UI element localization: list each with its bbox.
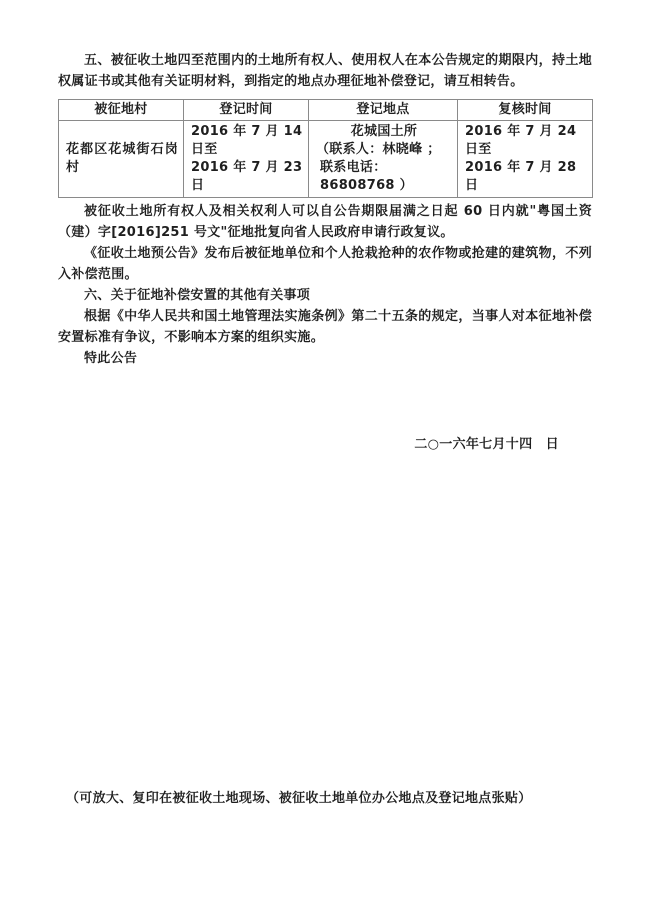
para-section6-body: 根据《中华人民共和国土地管理法实施条例》第二十五条的规定，当事人对本征地补偿安置标准有争议，不影响本方案的组织实施。 [58, 309, 592, 345]
closing-statement: 特此公告 [84, 351, 138, 366]
para-pre-notice: 《征收土地预公告》发布后被征地单位和个人抢栽抢种的农作物或抢建的建筑物，不列入补偿范围。 [58, 246, 592, 282]
cell-registration-location [309, 121, 458, 198]
cell-review-time [458, 121, 593, 198]
notice-body [58, 50, 592, 455]
header-village: 被征地村 [59, 100, 184, 121]
para-administrative-review: 被征收土地所有权人及相关权利人可以自公告期限届满之日起 60 日内就"粤国土资（建）字[2016]251 号文"征地批复向省人民政府申请行政复议。 [58, 204, 592, 240]
registration-time-line2: 2016 年 7 月 23 日 [191, 160, 308, 193]
review-time-line1: 2016 年 7 月 24 日至 [465, 124, 582, 157]
village-name: 花都区花城街石岗村 [66, 142, 178, 175]
table-header-row [59, 100, 593, 121]
registration-time-line1: 2016 年 7 月 14 日至 [191, 124, 308, 157]
location-contact-person: （联系人：林晓峰 ； [316, 142, 441, 157]
cell-registration-time [184, 121, 309, 198]
header-registration-location: 登记地点 [309, 100, 458, 121]
para-section5: 五、被征收土地四至范围内的土地所有权人、使用权人在本公告规定的期限内，持土地权属证书或其他有关证明材料，到指定的地点办理征地补偿登记，请互相转告。 [58, 53, 592, 89]
notice-date: 二○一六年七月十四 日 [414, 437, 559, 452]
review-time-line2: 2016 年 7 月 28 日 [465, 160, 582, 193]
location-contact-phone: 联系电话：86808768 ） [320, 160, 413, 193]
table-row [59, 121, 593, 198]
footer-note: （可放大、复印在被征收土地现场、被征收土地单位办公地点及登记地点张贴） [66, 791, 532, 806]
para-section6-heading: 六、关于征地补偿安置的其他有关事项 [84, 288, 311, 303]
header-registration-time: 登记时间 [184, 100, 309, 121]
cell-village [59, 121, 184, 198]
registration-table [58, 99, 593, 198]
header-review-time: 复核时间 [458, 100, 593, 121]
location-name: 花城国土所 [350, 124, 418, 139]
